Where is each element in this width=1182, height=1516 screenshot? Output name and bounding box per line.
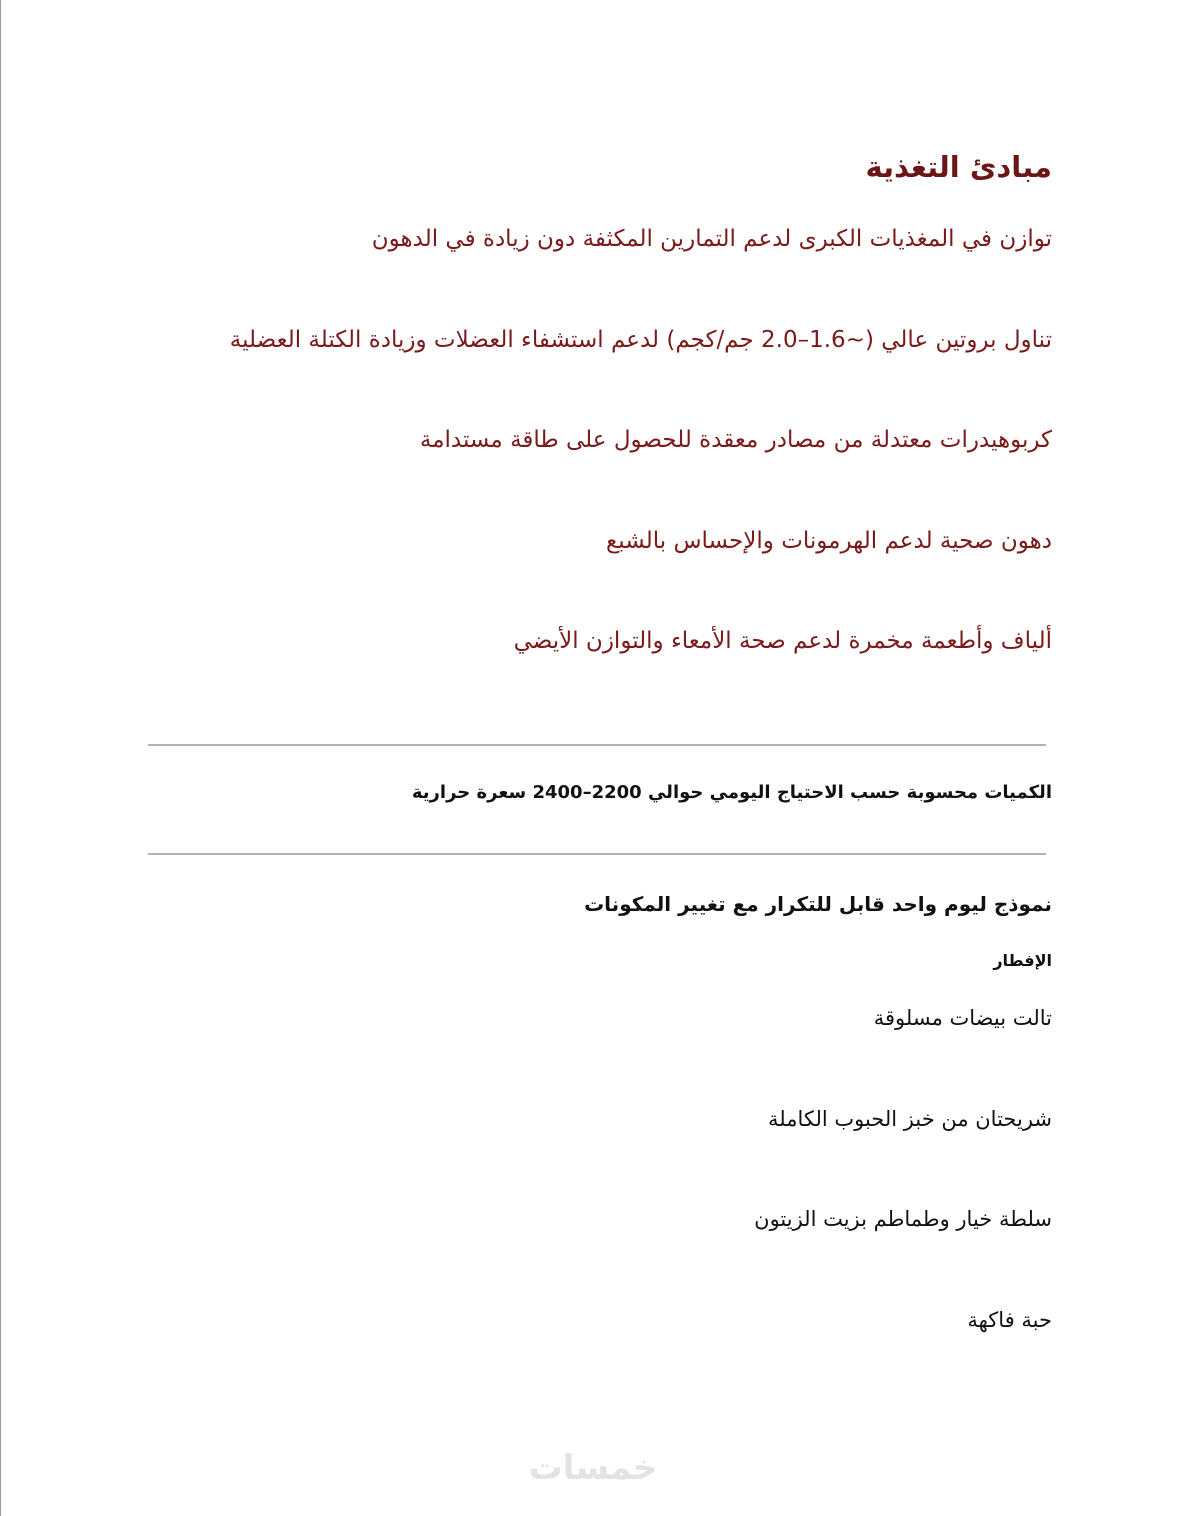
divider-line: [148, 853, 1046, 855]
calorie-note: الكميات محسوبة حسب الاحتياج اليومي حوالي 2200–2400 سعرة حرارية: [411, 782, 1052, 803]
principle-item: ألياف وأطعمة مخمرة لدعم صحة الأمعاء والتوازن الأيضي: [513, 628, 1052, 654]
principle-item: دهون صحية لدعم الهرمونات والإحساس بالشبع: [606, 528, 1052, 554]
food-item: شريحتان من خبز الحبوب الكاملة: [767, 1107, 1052, 1131]
food-item: تالت بيضات مسلوقة: [873, 1006, 1052, 1030]
food-item: حبة فاكهة: [967, 1308, 1052, 1332]
principle-item: كربوهيدرات معتدلة من مصادر معقدة للحصول على طاقة مستدامة: [419, 427, 1052, 453]
section-title: مبادئ التغذية: [865, 150, 1052, 184]
principle-item: توازن في المغذيات الكبرى لدعم التمارين المكثفة دون زيادة في الدهون: [371, 226, 1052, 252]
food-item: سلطة خيار وطماطم بزيت الزيتون: [754, 1207, 1052, 1231]
divider-line: [148, 744, 1046, 746]
meal-heading: الإفطار: [993, 951, 1052, 970]
watermark-logo: خمسات: [528, 1448, 658, 1488]
principle-item: تناول بروتين عالي (~1.6–2.0 جم/كجم) لدعم استشفاء العضلات وزيادة الكتلة العضلية: [229, 327, 1052, 353]
plan-heading: نموذج ليوم واحد قابل للتكرار مع تغيير المكونات: [584, 892, 1052, 916]
